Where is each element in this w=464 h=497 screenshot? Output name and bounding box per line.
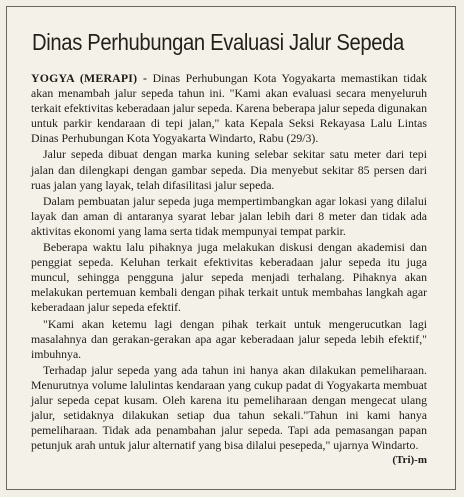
byline: (Tri)-m xyxy=(392,454,427,467)
lead-paragraph xyxy=(31,71,427,146)
dateline: YOGYA (MERAPI) - xyxy=(31,71,148,85)
headline: Dinas Perhubungan Evaluasi Jalur Sepeda xyxy=(32,29,404,55)
paragraph-2: Jalur sepeda dibuat dengan marka kuning selebar sekitar satu meter dari tepi jalan dan dilengkapi dengan gambar sepeda. Dia menyebut sekitar 85 persen dari ruas jalan yang layak, telah difasilitasi jalur sepeda. xyxy=(31,147,427,192)
article-body xyxy=(31,71,427,468)
lead-text: Dinas Perhubungan Kota Yogyakarta memastikan tidak akan menambah jalur sepeda tahun ini. "Kami akan evaluasi secara menyeluruh terkait efektivitas keberadaan jalur sepeda. Karena beberapa jalur sepeda digunakan untuk parkir kendaraan di tepi jalan," kata Kepala Seksi Rekayasa Lalu Lintas Dinas Perhubungan Kota Yogyakarta Windarto, Rabu (29/3). xyxy=(31,71,428,146)
paragraph-6-text: Terhadap jalur sepeda yang ada tahun ini hanya akan dilakukan pemeliharaan. Menurutnya volume lalulintas kendaraan yang cukup padat di Yogyakarta membuat jalur sepeda cepat kusam. Oleh karena itu pemeliharaan dengan mengecat ulang jalur, setidaknya dilakukan setiap dua tahun sekali."Tahun ini kami hanya pemeliharaan. Tidak ada penambahan jalur sepeda. Tapi ada pemasangan papan petunjuk arah untuk jalur alternatif yang bisa dilalui pesepeda," ujarnya Windarto. xyxy=(31,362,427,453)
paragraph-3: Dalam pembuatan jalur sepeda juga mempertimbangkan agar lokasi yang dilalui layak dan aman di antaranya syarat lebar jalan lebih dari 8 meter dan tidak ada aktivitas ekonomi yang lama serta tidak mempunyai tempat parkir. xyxy=(31,193,427,238)
paragraph-5: "Kami akan ketemu lagi dengan pihak terkait untuk mengerucutkan lagi masalahnya dan gerakan-gerakan apa agar keberadaan jalur sepeda lebih efektif," imbuhnya. xyxy=(31,316,427,361)
paragraph-6 xyxy=(31,362,427,467)
paragraph-4: Beberapa waktu lalu pihaknya juga melakukan diskusi dengan akademisi dan penggiat sepeda. Keluhan terkait efektivitas keberadaan jalur sepeda itu juga muncul, sehingga pengguna jalur sepeda menjadi terhalang. Pihaknya akan melakukan pertemuan kembali dengan pihak terkait untuk membahas langkah agar keberadaan jalur sepeda efektif. xyxy=(31,240,427,315)
